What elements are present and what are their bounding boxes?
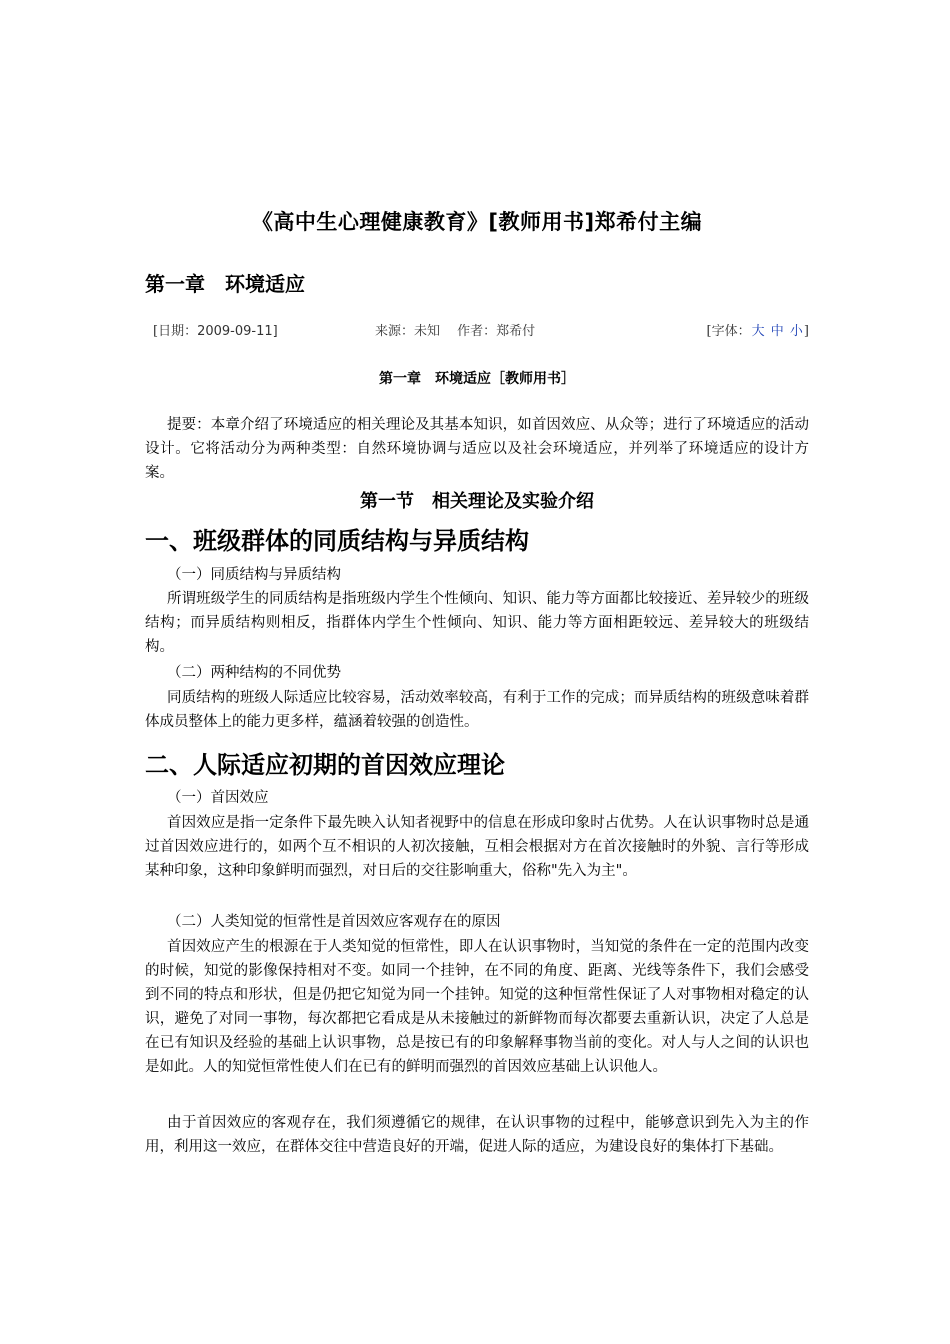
section-title: 第一节 相关理论及实验介绍 (360, 491, 594, 512)
meta-date (153, 320, 278, 339)
date-value: 2009-09-11] (197, 324, 278, 339)
part2-para1: 首因效应是指一定条件下最先映入认知者视野中的信息在形成印象时占优势。人在认识事物时总是通过首因效应进行的，如两个互不相识的人初次接触，互相会根据对方在首次接触时的外貌、言行等形成某种印象，这种印象鲜明而强烈，对日后的交往影响重大，俗称"先入为主"。 (145, 815, 809, 879)
chapter-subtitle: 第一章 环境适应［教师用书］ (379, 371, 575, 387)
document-title: 《高中生心理健康教育》[教师用书]郑希付主编 (251, 210, 703, 234)
font-size-large-link[interactable]: 大 (751, 324, 765, 339)
font-size-medium-link[interactable]: 中 (770, 324, 784, 339)
part1-sub2: （二）两种结构的不同优势 (167, 665, 341, 681)
part1-sub1: （一）同质结构与异质结构 (167, 567, 341, 583)
part1-para2: 同质结构的班级人际适应比较容易，活动效率较高，有利于工作的完成；而异质结构的班级意味着群体成员整体上的能力更多样，蕴涵着较强的创造性。 (145, 690, 809, 730)
part2-sub1: （一）首因效应 (167, 790, 269, 806)
abstract-paragraph: 提要：本章介绍了环境适应的相关理论及其基本知识，如首因效应、从众等；进行了环境适应的活动设计。它将活动分为两种类型：自然环境协调与适应以及社会环境适应，并列举了环境适应的设计方案。 (145, 417, 809, 481)
part1-para1: 所谓班级学生的同质结构是指班级内学生个性倾向、知识、能力等方面都比较接近、差异较少的班级结构；而异质结构则相反，指群体内学生个性倾向、知识、能力等方面相距较远、差异较大的班级结构。 (145, 591, 809, 655)
part1-heading: 一、班级群体的同质结构与异质结构 (145, 527, 529, 555)
font-size-close: ] (803, 324, 809, 339)
meta-source-author: 来源：未知 作者：郑希付 (375, 324, 536, 339)
part2-para3: 由于首因效应的客观存在，我们须遵循它的规律，在认识事物的过程中，能够意识到先入为主的作用，利用这一效应，在群体交往中营造良好的开端，促进人际的适应，为建设良好的集体打下基础。 (145, 1115, 809, 1155)
font-size-selector (707, 320, 809, 339)
chapter-heading: 第一章 环境适应 (145, 272, 305, 296)
font-size-label: [字体： (706, 324, 751, 339)
part2-sub2: （二）人类知觉的恒常性是首因效应客观存在的原因 (167, 914, 501, 930)
part2-para2: 首因效应产生的根源在于人类知觉的恒常性，即人在认识事物时，当知觉的条件在一定的范围内改变的时候，知觉的影像保持相对不变。如同一个挂钟，在不同的角度、距离、光线等条件下，我们会感受到不同的特点和形状，但是仍把它知觉为同一个挂钟。知觉的这种恒常性保证了人对事物相对稳定的认识，避免了对同一事物，每次都把它看成是从未接触过的新鲜物而每次都要去重新认识，决定了人总是在已有知识及经验的基础上认识事物，总是按已有的印象解释事物当前的变化。对人与人之间的认识也是如此。人的知觉恒常性使人们在已有的鲜明而强烈的首因效应基础上认识他人。 (145, 939, 809, 1075)
font-size-small-link[interactable]: 小 (789, 324, 803, 339)
part2-heading: 二、人际适应初期的首因效应理论 (145, 751, 505, 779)
date-label: [日期： (153, 324, 198, 339)
